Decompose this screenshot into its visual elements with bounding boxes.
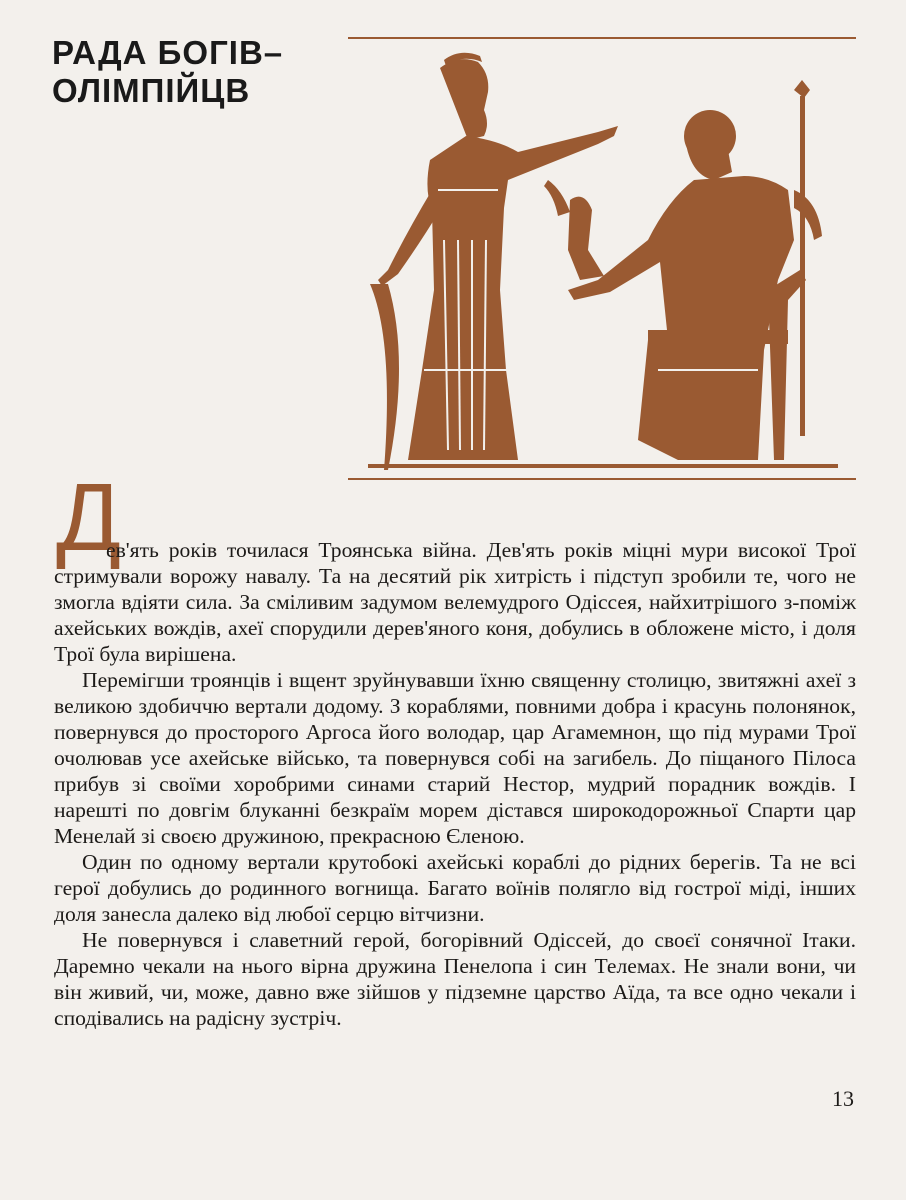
paragraph: Не повернувся і славетний герой, богорівний Одіссей, до своєї сонячної Ітаки. Даремно чекали на нього вірна дружина Пенелопа і син Телемах. Не знали вони, чи він живий, чи, може, давно вже зійшов у підземне царство Аїда, та все одно чекали і сподівались на радісну зустріч.: [54, 928, 856, 1030]
title-line-2: ОЛІМПІЙЦВ: [52, 72, 251, 109]
illustration-bottom-rule: [348, 478, 856, 480]
paragraph: Перемігши троянців і вщент зруйнувавши їхню священну столицю, звитяжні ахеї з великою здобиччю вертали додому. З кораблями, повними добра і красунь полонянок, повернувся до просторого Аргоса його володар, цар Агамемнон, що під мурами Трої очолював усе ахейське військо, та повернувся собі на загибель. До піщаного Пілоса прибув зі своїми хоробрими синами старий Нестор, мудрий порадник вождів. І нарешті по довгім блуканні безкраїм морем дістався широкодорожньої Спарти цар Менелай зі своєю дружиною, прекрасною Єленою.: [54, 668, 856, 848]
illustration-top-rule: [348, 37, 856, 39]
body-text: [54, 537, 856, 1031]
drop-cap: Д: [56, 464, 122, 571]
page-number: 13: [832, 1086, 854, 1111]
page-title: [52, 34, 283, 110]
paragraph: ев'ять років точилася Троянська війна. Дев'ять років міцні мури високої Трої стримували ворожу навалу. Та на десятий рік хитрість і підступ зробили те, чого не змогла вдіяти сила. За сміливим задумом велемудрого Одіссея, найхитрішого з-поміж ахейських вождів, ахеї спорудили дерев'яного коня, добулись в обложене місто, і доля Трої була вирішена.: [54, 538, 856, 666]
greek-vase-painting-icon: [348, 40, 856, 476]
paragraph: Один по одному вертали крутобокі ахейські кораблі до рідних берегів. Та не всі герої добулись до родинного вогнища. Багато воїнів полягло від гострої міді, інших доля занесла далеко від любої серцю вітчизни.: [54, 850, 856, 926]
title-line-1: РАДА БОГІВ–: [52, 34, 284, 71]
